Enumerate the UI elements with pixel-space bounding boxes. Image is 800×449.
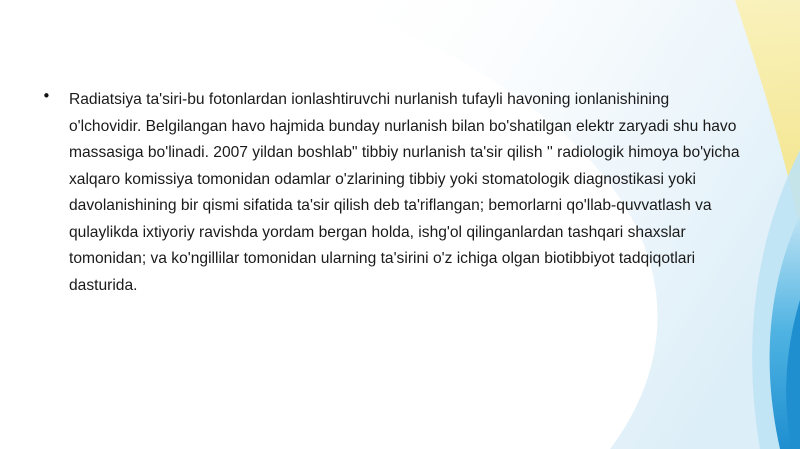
text-body bbox=[42, 87, 742, 299]
bullet-item bbox=[42, 87, 742, 299]
bullet-paragraph: Radiatsiya ta'siri-bu fotonlardan ionlashtiruvchi nurlanish tufayli havoning ionlanishining o'lchovidir. Belgilangan havo hajmida bunday nurlanish bilan bo'shatilgan elektr zaryadi shu havo massasiga bo'linadi. 2007 yildan boshlab" tibbiy nurlanish ta'sir qilish '' radiologik himoya bo'yicha xalqaro komissiya tomonidan odamlar o'zlarining tibbiy yoki stomatologik diagnostikasi yoki davolanishining bir qismi sifatida ta'sir qilish deb ta'riflangan; bemorlarni qo'llab-quvvatlash va qulaylikda ixtiyoriy ravishda yordam bergan holda, ishg'ol qilinganlardan tashqari shaxslar tomonidan; va ko'ngillilar tomonidan ularning ta'sirini o'z ichiga olgan biotibbiyot tadqiqotlari dasturida. bbox=[69, 91, 740, 294]
bullet-marker: • bbox=[42, 87, 51, 105]
